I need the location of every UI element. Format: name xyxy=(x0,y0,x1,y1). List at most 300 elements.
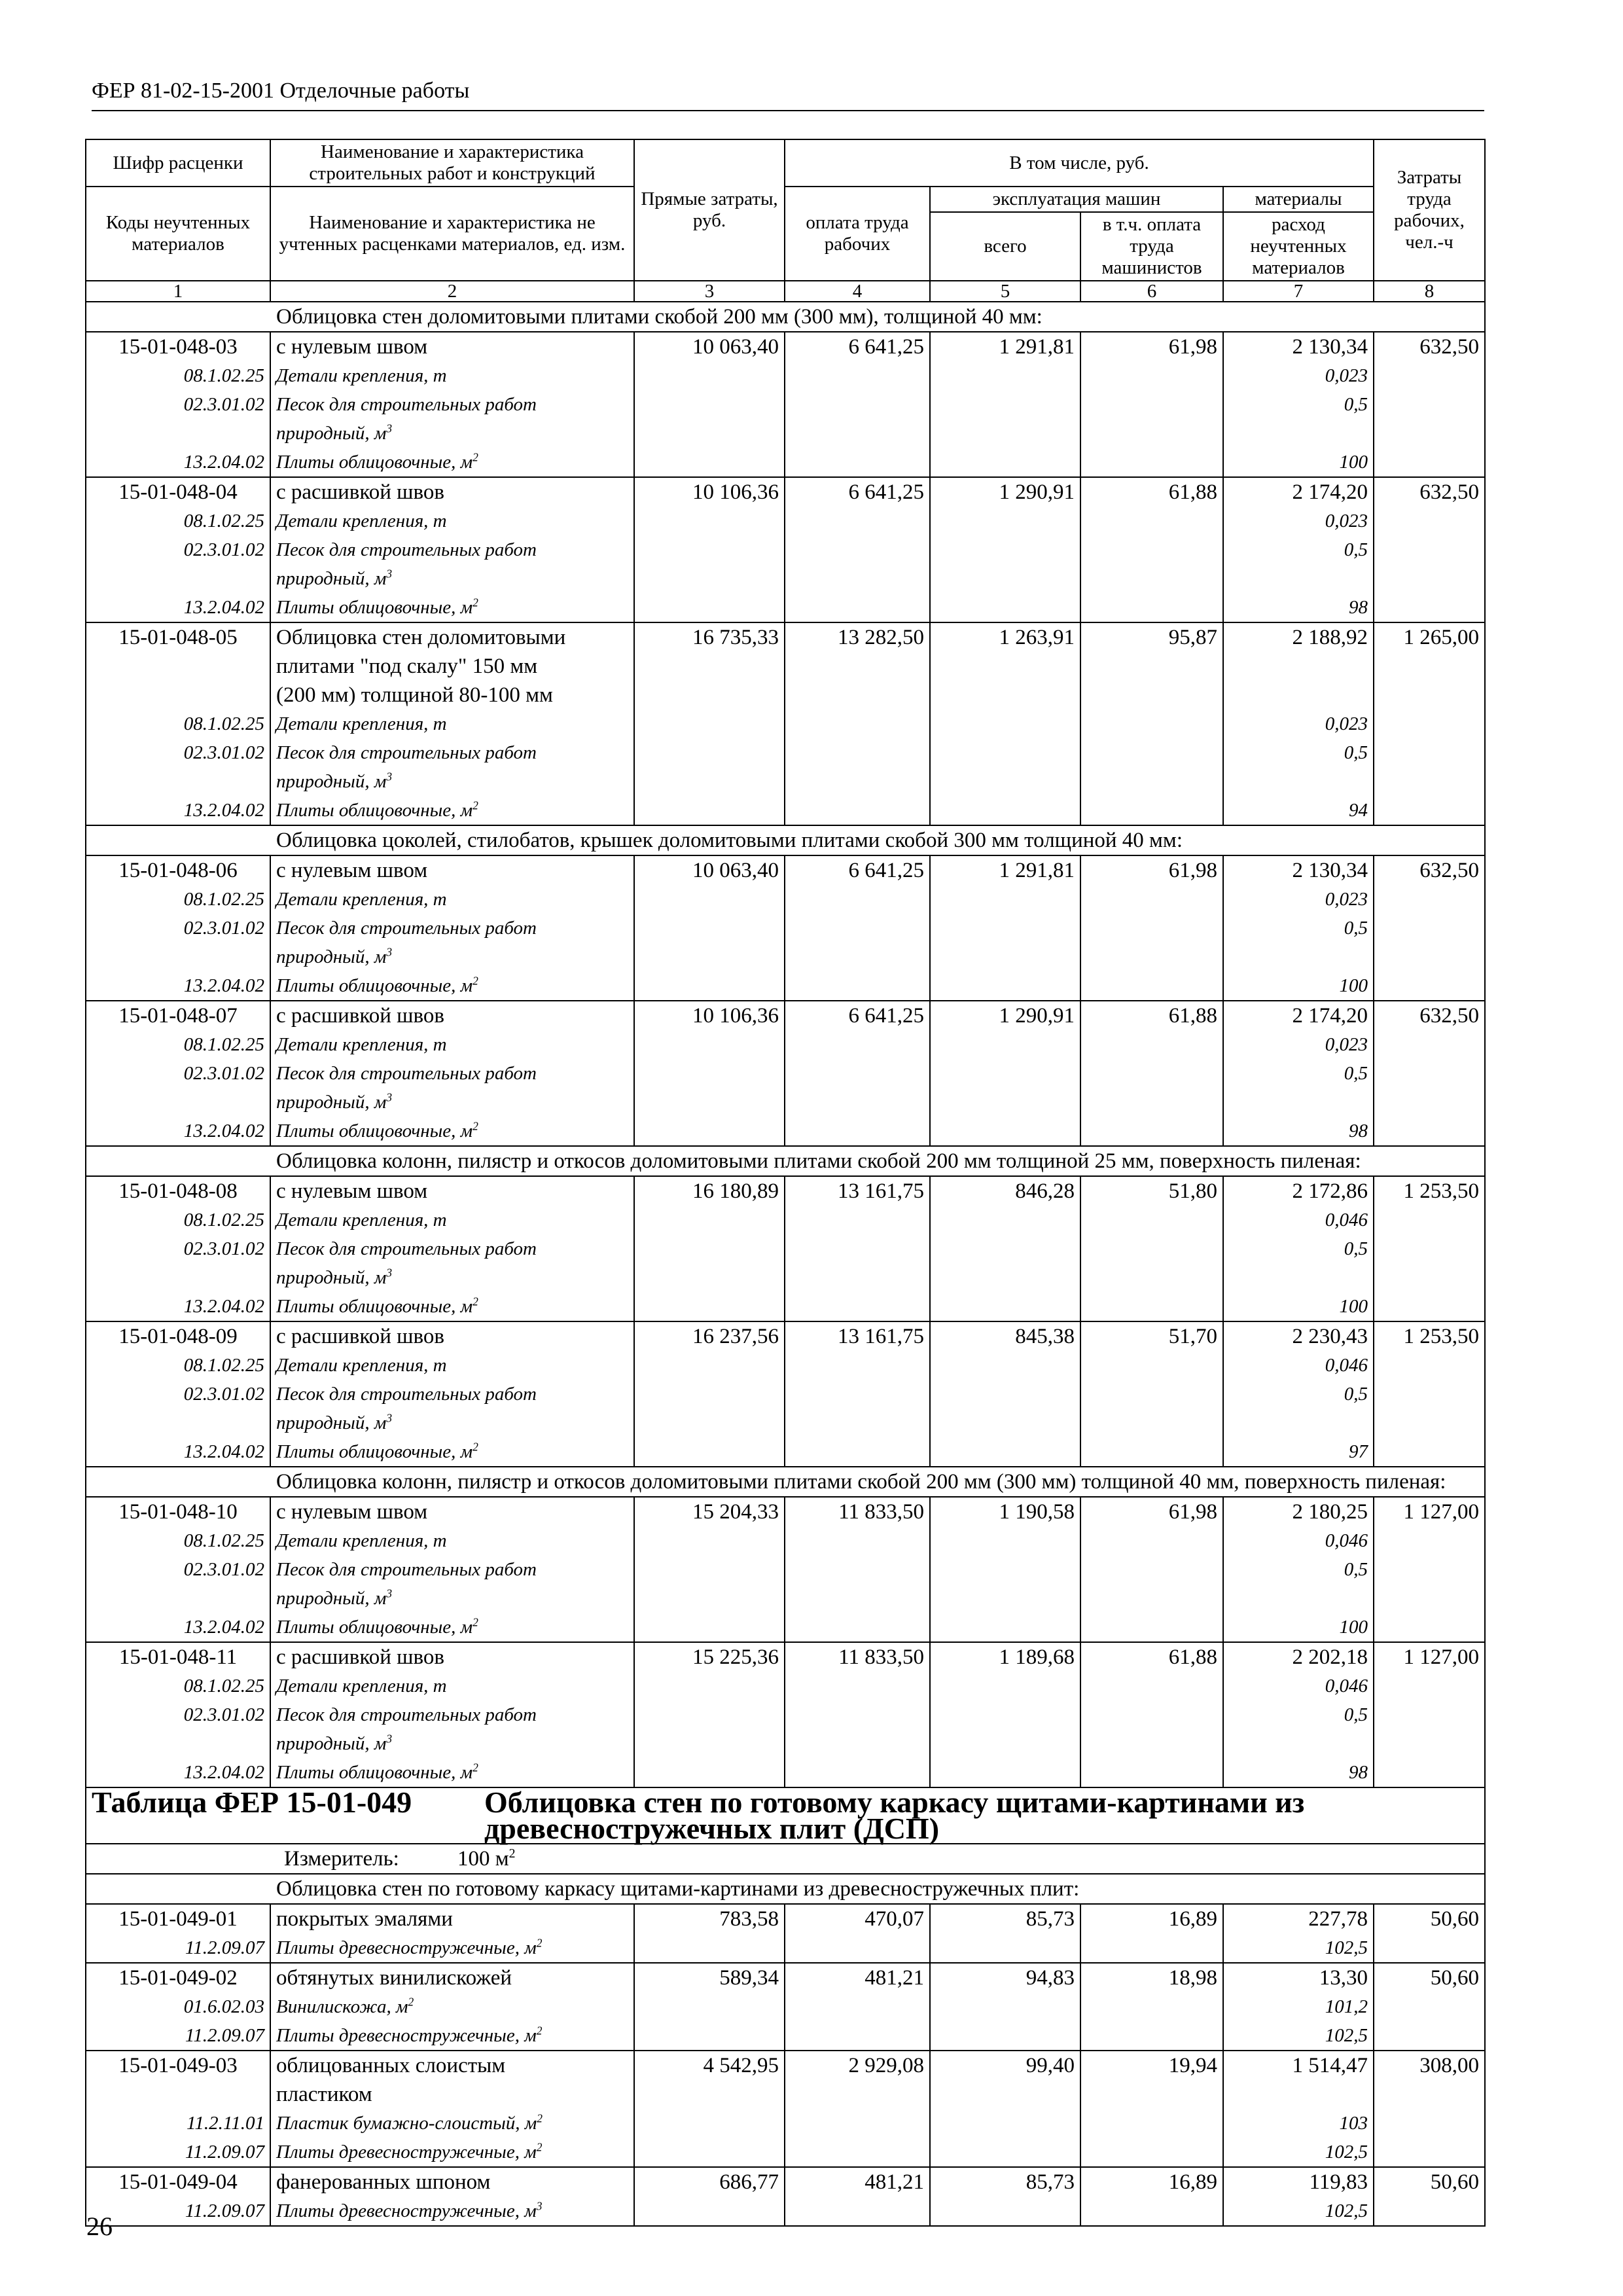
material-cost: 2 130,34 xyxy=(1223,855,1374,885)
col-number: 8 xyxy=(1374,281,1485,302)
work-name: с расшивкой швов xyxy=(270,1001,634,1030)
material-code: 02.3.01.02 xyxy=(86,390,270,419)
material-name: Плиты древесностружечные, $м^3$ xyxy=(270,2197,634,2226)
material-row-cont xyxy=(86,1263,1485,1292)
material-code: 11.2.09.07 xyxy=(86,2138,270,2167)
material-name: Плиты облицовочные, $м^2$ xyxy=(270,971,634,1001)
material-code: 02.3.01.02 xyxy=(86,1555,270,1584)
material-quantity: 103 xyxy=(1223,2109,1374,2138)
machine-cost: 85,73 xyxy=(930,2167,1080,2197)
work-name: с нулевым швом xyxy=(270,1497,634,1526)
work-name: облицованных слоистым xyxy=(270,2051,634,2080)
material-row xyxy=(86,1437,1485,1467)
wage-cost: 481,21 xyxy=(785,1963,930,1992)
material-row xyxy=(86,1992,1485,2021)
material-code: 01.6.02.03 xyxy=(86,1992,270,2021)
table-row xyxy=(86,855,1485,885)
material-quantity: 100 xyxy=(1223,971,1374,1001)
material-row-cont xyxy=(86,419,1485,448)
wage-cost: 13 161,75 xyxy=(785,1321,930,1351)
machine-wage-cost: 61,98 xyxy=(1080,855,1223,885)
direct-cost: 16 237,56 xyxy=(634,1321,785,1351)
material-row xyxy=(86,1672,1485,1700)
material-quantity: 0,046 xyxy=(1223,1526,1374,1555)
machine-wage-cost: 61,98 xyxy=(1080,1497,1223,1526)
work-name: покрытых эмалями xyxy=(270,1904,634,1933)
col-number: 3 xyxy=(634,281,785,302)
material-quantity: 102,5 xyxy=(1223,2138,1374,2167)
rate-code: 15-01-048-10 xyxy=(86,1497,270,1526)
machine-wage-cost: 18,98 xyxy=(1080,1963,1223,1992)
material-row-cont xyxy=(86,1088,1485,1117)
material-name: Песок для строительных работ xyxy=(270,1380,634,1408)
header-machines: эксплуатация машин xyxy=(930,187,1223,212)
table-row xyxy=(86,1963,1485,1992)
group-heading: Облицовка цоколей, стилобатов, крышек доломитовыми плитами скобой 300 мм толщиной 40 мм: xyxy=(86,825,1485,855)
material-row xyxy=(86,535,1485,564)
table-row xyxy=(86,1001,1485,1030)
rate-code: 15-01-048-09 xyxy=(86,1321,270,1351)
material-code: 02.3.01.02 xyxy=(86,1380,270,1408)
meter: Измеритель: 100 $м^2$ xyxy=(86,1844,1485,1874)
material-quantity: 0,023 xyxy=(1223,1030,1374,1059)
machine-cost: 99,40 xyxy=(930,2051,1080,2080)
table-row xyxy=(86,1321,1485,1351)
wage-cost: 13 161,75 xyxy=(785,1176,930,1206)
material-cost: 119,83 xyxy=(1223,2167,1374,2197)
material-code: 13.2.04.02 xyxy=(86,448,270,477)
machine-cost: 846,28 xyxy=(930,1176,1080,1206)
machine-wage-cost: 95,87 xyxy=(1080,622,1223,652)
material-quantity: 97 xyxy=(1223,1437,1374,1467)
material-code: 11.2.09.07 xyxy=(86,2021,270,2051)
table-row xyxy=(86,622,1485,652)
machine-wage-cost: 16,89 xyxy=(1080,1904,1223,1933)
material-row xyxy=(86,1758,1485,1787)
header-labor: Затраты труда рабочих, чел.-ч xyxy=(1374,139,1485,281)
material-code: 08.1.02.25 xyxy=(86,1030,270,1059)
material-cost: 2 188,92 xyxy=(1223,622,1374,652)
rate-code: 15-01-049-03 xyxy=(86,2051,270,2080)
material-name: Песок для строительных работ xyxy=(270,914,634,942)
rate-code: 15-01-048-11 xyxy=(86,1642,270,1672)
material-code: 02.3.01.02 xyxy=(86,738,270,767)
material-row xyxy=(86,2109,1485,2138)
material-code: 13.2.04.02 xyxy=(86,796,270,825)
material-name: Плиты облицовочные, $м^2$ xyxy=(270,593,634,622)
header-machines-wage: в т.ч. оплата труда машинистов xyxy=(1080,212,1223,281)
machine-cost: 1 291,81 xyxy=(930,855,1080,885)
direct-cost: 10 106,36 xyxy=(634,1001,785,1030)
material-row xyxy=(86,971,1485,1001)
material-name: Детали крепления, т xyxy=(270,1351,634,1380)
direct-cost: 589,34 xyxy=(634,1963,785,1992)
material-code: 08.1.02.25 xyxy=(86,361,270,390)
material-cost: 2 172,86 xyxy=(1223,1176,1374,1206)
material-name: Песок для строительных работ xyxy=(270,1700,634,1729)
direct-cost: 686,77 xyxy=(634,2167,785,2197)
wage-cost: 11 833,50 xyxy=(785,1642,930,1672)
wage-cost: 470,07 xyxy=(785,1904,930,1933)
material-code: 11.2.09.07 xyxy=(86,1933,270,1963)
material-code: 02.3.01.02 xyxy=(86,1700,270,1729)
material-code: 08.1.02.25 xyxy=(86,709,270,738)
table-row xyxy=(86,2167,1485,2197)
material-quantity: 0,5 xyxy=(1223,1234,1374,1263)
material-row xyxy=(86,1030,1485,1059)
material-cost: 227,78 xyxy=(1223,1904,1374,1933)
material-code: 13.2.04.02 xyxy=(86,1117,270,1146)
work-name: с расшивкой швов xyxy=(270,1321,634,1351)
material-name: Детали крепления, т xyxy=(270,885,634,914)
material-row xyxy=(86,1933,1485,1963)
header-code: Шифр расценки xyxy=(86,139,270,187)
header-incl: В том числе, руб. xyxy=(785,139,1374,187)
material-name-cont: природный, $м^3$ xyxy=(270,419,634,448)
direct-cost: 4 542,95 xyxy=(634,2051,785,2080)
labor-hours: 632,50 xyxy=(1374,855,1485,885)
material-row-cont xyxy=(86,1408,1485,1437)
machine-wage-cost: 16,89 xyxy=(1080,2167,1223,2197)
material-row xyxy=(86,507,1485,535)
group-heading: Облицовка колонн, пилястр и откосов доломитовыми плитами скобой 200 мм (300 мм) толщиной 40 мм, поверхность пиленая: xyxy=(86,1467,1485,1497)
material-row xyxy=(86,390,1485,419)
material-quantity: 100 xyxy=(1223,1292,1374,1321)
material-row-cont xyxy=(86,767,1485,796)
wage-cost: 11 833,50 xyxy=(785,1497,930,1526)
table-title-row xyxy=(86,1787,1485,1844)
material-quantity: 0,5 xyxy=(1223,738,1374,767)
material-name: Песок для строительных работ xyxy=(270,535,634,564)
material-name-cont: природный, $м^3$ xyxy=(270,564,634,593)
table-row xyxy=(86,1642,1485,1672)
rate-code: 15-01-049-01 xyxy=(86,1904,270,1933)
material-quantity: 0,5 xyxy=(1223,1380,1374,1408)
col-number: 4 xyxy=(785,281,930,302)
material-code: 13.2.04.02 xyxy=(86,1437,270,1467)
material-quantity: 0,5 xyxy=(1223,390,1374,419)
material-cost: 2 230,43 xyxy=(1223,1321,1374,1351)
material-row xyxy=(86,1526,1485,1555)
material-row xyxy=(86,1555,1485,1584)
wage-cost: 481,21 xyxy=(785,2167,930,2197)
material-quantity: 94 xyxy=(1223,796,1374,825)
labor-hours: 1 127,00 xyxy=(1374,1497,1485,1526)
machine-cost: 1 190,58 xyxy=(930,1497,1080,1526)
rate-code: 15-01-048-04 xyxy=(86,477,270,507)
header-machines-total: всего xyxy=(930,212,1080,281)
material-code: 13.2.04.02 xyxy=(86,1292,270,1321)
material-code: 13.2.04.02 xyxy=(86,593,270,622)
material-row-cont xyxy=(86,564,1485,593)
document-header-title: ФЕР 81-02-15-2001 Отделочные работы xyxy=(92,79,470,103)
material-row xyxy=(86,448,1485,477)
header-direct-costs: Прямые затраты, руб. xyxy=(634,139,785,281)
group-heading: Облицовка стен по готовому каркасу щитами-картинами из древесностружечных плит: xyxy=(86,1874,1485,1904)
work-name-row xyxy=(86,652,1485,681)
material-quantity: 98 xyxy=(1223,1758,1374,1787)
material-name: Детали крепления, т xyxy=(270,507,634,535)
labor-hours: 1 127,00 xyxy=(1374,1642,1485,1672)
material-name: Винилискожа, $м^2$ xyxy=(270,1992,634,2021)
material-name: Плиты древесностружечные, $м^2$ xyxy=(270,2138,634,2167)
material-name: Песок для строительных работ xyxy=(270,390,634,419)
machine-wage-cost: 51,80 xyxy=(1080,1176,1223,1206)
material-quantity: 0,046 xyxy=(1223,1672,1374,1700)
table-row xyxy=(86,2051,1485,2080)
material-row xyxy=(86,2197,1485,2226)
material-row xyxy=(86,1613,1485,1642)
wage-cost: 6 641,25 xyxy=(785,477,930,507)
labor-hours: 632,50 xyxy=(1374,332,1485,361)
table-title-code: Таблица ФЕР 15-01-049 xyxy=(92,1785,412,1819)
material-code: 13.2.04.02 xyxy=(86,1613,270,1642)
machine-cost: 1 290,91 xyxy=(930,1001,1080,1030)
material-name: Плиты облицовочные, $м^2$ xyxy=(270,1758,634,1787)
wage-cost: 6 641,25 xyxy=(785,332,930,361)
col-number: 7 xyxy=(1223,281,1374,302)
material-quantity: 0,023 xyxy=(1223,507,1374,535)
work-name-cont: пластиком xyxy=(270,2080,634,2109)
material-cost: 1 514,47 xyxy=(1223,2051,1374,2080)
material-row xyxy=(86,1206,1485,1234)
work-name: фанерованных шпоном xyxy=(270,2167,634,2197)
material-name: Плиты древесностружечные, $м^2$ xyxy=(270,1933,634,1963)
material-name: Детали крепления, т xyxy=(270,361,634,390)
wage-cost: 13 282,50 xyxy=(785,622,930,652)
material-name: Плиты облицовочные, $м^2$ xyxy=(270,796,634,825)
material-name: Детали крепления, т xyxy=(270,1672,634,1700)
table-row xyxy=(86,332,1485,361)
material-quantity: 0,5 xyxy=(1223,1700,1374,1729)
header-rule xyxy=(92,110,1484,111)
header-materials: материалы xyxy=(1223,187,1374,212)
labor-hours: 1 265,00 xyxy=(1374,622,1485,652)
material-quantity: 102,5 xyxy=(1223,2021,1374,2051)
direct-cost: 16 735,33 xyxy=(634,622,785,652)
table-header xyxy=(86,139,1485,302)
material-row xyxy=(86,1380,1485,1408)
work-name-cont: (200 мм) толщиной 80-100 мм xyxy=(270,681,634,709)
material-name: Плиты облицовочные, $м^2$ xyxy=(270,448,634,477)
col-number: 5 xyxy=(930,281,1080,302)
material-quantity: 100 xyxy=(1223,1613,1374,1642)
material-name: Плиты облицовочные, $м^2$ xyxy=(270,1613,634,1642)
material-code: 08.1.02.25 xyxy=(86,1672,270,1700)
material-row-cont xyxy=(86,1729,1485,1758)
material-row xyxy=(86,1234,1485,1263)
header-materials-usage: расход неучтенных материалов xyxy=(1223,212,1374,281)
work-name-row xyxy=(86,681,1485,709)
table-row xyxy=(86,477,1485,507)
rate-code: 15-01-048-05 xyxy=(86,622,270,652)
material-name-cont: природный, $м^3$ xyxy=(270,942,634,971)
material-row xyxy=(86,361,1485,390)
material-name-cont: природный, $м^3$ xyxy=(270,1584,634,1613)
labor-hours: 50,60 xyxy=(1374,1963,1485,1992)
material-name: Песок для строительных работ xyxy=(270,1059,634,1088)
material-name: Детали крепления, т xyxy=(270,1030,634,1059)
material-cost: 2 174,20 xyxy=(1223,477,1374,507)
machine-wage-cost: 61,88 xyxy=(1080,477,1223,507)
material-row xyxy=(86,914,1485,942)
direct-cost: 15 204,33 xyxy=(634,1497,785,1526)
material-row xyxy=(86,796,1485,825)
material-name: Пластик бумажно-слоистый, $м^2$ xyxy=(270,2109,634,2138)
labor-hours: 308,00 xyxy=(1374,2051,1485,2080)
table-row xyxy=(86,1176,1485,1206)
group-heading: Облицовка стен доломитовыми плитами скобой 200 мм (300 мм), толщиной 40 мм: xyxy=(86,302,1485,332)
meter-row xyxy=(86,1844,1485,1874)
material-quantity: 0,5 xyxy=(1223,1059,1374,1088)
labor-hours: 1 253,50 xyxy=(1374,1321,1485,1351)
material-quantity: 0,5 xyxy=(1223,914,1374,942)
material-code: 08.1.02.25 xyxy=(86,1351,270,1380)
material-code: 02.3.01.02 xyxy=(86,1059,270,1088)
machine-cost: 85,73 xyxy=(930,1904,1080,1933)
material-name: Плиты облицовочные, $м^2$ xyxy=(270,1437,634,1467)
material-code: 11.2.11.01 xyxy=(86,2109,270,2138)
material-cost: 2 180,25 xyxy=(1223,1497,1374,1526)
direct-cost: 15 225,36 xyxy=(634,1642,785,1672)
col-number: 1 xyxy=(86,281,270,302)
material-quantity: 102,5 xyxy=(1223,1933,1374,1963)
material-quantity: 0,023 xyxy=(1223,361,1374,390)
material-quantity: 0,5 xyxy=(1223,535,1374,564)
material-row xyxy=(86,2021,1485,2051)
machine-wage-cost: 61,88 xyxy=(1080,1001,1223,1030)
work-name: с нулевым швом xyxy=(270,332,634,361)
work-name: обтянутых винилискожей xyxy=(270,1963,634,1992)
work-name: с нулевым швом xyxy=(270,1176,634,1206)
material-code: 11.2.09.07 xyxy=(86,2197,270,2226)
header-codes-unaccounted: Коды неучтенных материалов xyxy=(86,187,270,281)
material-row xyxy=(86,1117,1485,1146)
machine-cost: 1 189,68 xyxy=(930,1642,1080,1672)
material-code: 02.3.01.02 xyxy=(86,535,270,564)
wage-cost: 6 641,25 xyxy=(785,855,930,885)
material-name: Плиты древесностружечные, $м^2$ xyxy=(270,2021,634,2051)
header-name-unaccounted: Наименование и характеристика не учтенных расценками материалов, ед. изм. xyxy=(270,187,634,281)
material-quantity: 98 xyxy=(1223,593,1374,622)
material-code: 13.2.04.02 xyxy=(86,971,270,1001)
header-name: Наименование и характеристика строительных работ и конструкций xyxy=(270,139,634,187)
material-quantity: 101,2 xyxy=(1223,1992,1374,2021)
material-code: 02.3.01.02 xyxy=(86,1234,270,1263)
material-quantity: 100 xyxy=(1223,448,1374,477)
header-wage: оплата труда рабочих xyxy=(785,187,930,281)
labor-hours: 632,50 xyxy=(1374,477,1485,507)
material-cost: 2 174,20 xyxy=(1223,1001,1374,1030)
material-name-cont: природный, $м^3$ xyxy=(270,1088,634,1117)
machine-cost: 845,38 xyxy=(930,1321,1080,1351)
material-row xyxy=(86,709,1485,738)
material-row xyxy=(86,1292,1485,1321)
work-name: с расшивкой швов xyxy=(270,477,634,507)
material-row xyxy=(86,738,1485,767)
material-row xyxy=(86,593,1485,622)
material-name-cont: природный, $м^3$ xyxy=(270,767,634,796)
rate-code: 15-01-048-07 xyxy=(86,1001,270,1030)
material-cost: 2 130,34 xyxy=(1223,332,1374,361)
work-name-row xyxy=(86,2080,1485,2109)
col-number: 2 xyxy=(270,281,634,302)
direct-cost: 783,58 xyxy=(634,1904,785,1933)
meter-value: 100 м xyxy=(457,1847,509,1871)
wage-cost: 6 641,25 xyxy=(785,1001,930,1030)
table-title-name: Облицовка стен по готовому каркасу щитами-картинами из древесностружечных плит (ДСП) xyxy=(484,1785,1305,1845)
col-number: 6 xyxy=(1080,281,1223,302)
machine-cost: 1 290,91 xyxy=(930,477,1080,507)
material-row xyxy=(86,885,1485,914)
material-row-cont xyxy=(86,942,1485,971)
material-name-cont: природный, $м^3$ xyxy=(270,1408,634,1437)
material-code: 08.1.02.25 xyxy=(86,1526,270,1555)
wage-cost: 2 929,08 xyxy=(785,2051,930,2080)
table-title xyxy=(86,1787,1485,1844)
work-name: с расшивкой швов xyxy=(270,1642,634,1672)
meter-label: Измеритель: xyxy=(284,1847,399,1871)
material-row-cont xyxy=(86,1584,1485,1613)
material-quantity: 102,5 xyxy=(1223,2197,1374,2226)
machine-wage-cost: 61,98 xyxy=(1080,332,1223,361)
material-name-cont: природный, $м^3$ xyxy=(270,1263,634,1292)
machine-cost: 1 291,81 xyxy=(930,332,1080,361)
rate-code: 15-01-048-06 xyxy=(86,855,270,885)
material-code: 08.1.02.25 xyxy=(86,1206,270,1234)
material-name: Песок для строительных работ xyxy=(270,1555,634,1584)
table-row xyxy=(86,1904,1485,1933)
material-code: 02.3.01.02 xyxy=(86,914,270,942)
direct-cost: 10 063,40 xyxy=(634,855,785,885)
material-quantity: 0,046 xyxy=(1223,1351,1374,1380)
rate-code: 15-01-049-02 xyxy=(86,1963,270,1992)
material-row xyxy=(86,1351,1485,1380)
labor-hours: 50,60 xyxy=(1374,1904,1485,1933)
labor-hours: 1 253,50 xyxy=(1374,1176,1485,1206)
work-name: Облицовка стен доломитовыми xyxy=(270,622,634,652)
work-name-cont: плитами "под скалу" 150 мм xyxy=(270,652,634,681)
rate-code: 15-01-048-03 xyxy=(86,332,270,361)
price-table xyxy=(85,139,1486,2227)
material-name: Плиты облицовочные, $м^2$ xyxy=(270,1292,634,1321)
material-name: Детали крепления, т xyxy=(270,1526,634,1555)
material-cost: 13,30 xyxy=(1223,1963,1374,1992)
material-code: 13.2.04.02 xyxy=(86,1758,270,1787)
material-cost: 2 202,18 xyxy=(1223,1642,1374,1672)
rate-code: 15-01-048-08 xyxy=(86,1176,270,1206)
material-row xyxy=(86,1700,1485,1729)
material-name: Песок для строительных работ xyxy=(270,1234,634,1263)
machine-wage-cost: 19,94 xyxy=(1080,2051,1223,2080)
material-code: 08.1.02.25 xyxy=(86,507,270,535)
direct-cost: 16 180,89 xyxy=(634,1176,785,1206)
material-quantity: 98 xyxy=(1223,1117,1374,1146)
material-quantity: 0,023 xyxy=(1223,885,1374,914)
material-name: Песок для строительных работ xyxy=(270,738,634,767)
material-name: Детали крепления, т xyxy=(270,1206,634,1234)
work-name: с нулевым швом xyxy=(270,855,634,885)
material-row xyxy=(86,1059,1485,1088)
machine-wage-cost: 51,70 xyxy=(1080,1321,1223,1351)
table-row xyxy=(86,1497,1485,1526)
material-code: 08.1.02.25 xyxy=(86,885,270,914)
labor-hours: 50,60 xyxy=(1374,2167,1485,2197)
rate-code: 15-01-049-04 xyxy=(86,2167,270,2197)
material-name: Плиты облицовочные, $м^2$ xyxy=(270,1117,634,1146)
material-row xyxy=(86,2138,1485,2167)
machine-cost: 1 263,91 xyxy=(930,622,1080,652)
